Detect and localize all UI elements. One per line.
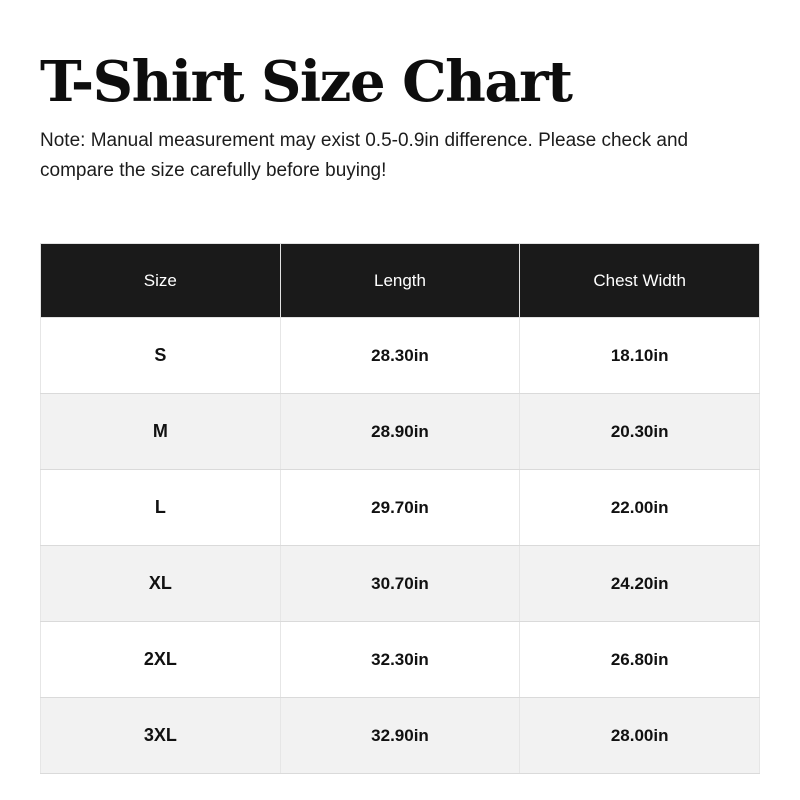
cell-chest-width: 28.00in xyxy=(520,698,760,774)
table-row-3xl xyxy=(41,698,760,774)
table-row-2xl xyxy=(41,622,760,698)
size-table-body xyxy=(41,318,760,774)
note-text: Note: Manual measurement may exist 0.5-0.9in difference. Please check and compare the size carefully before buying! xyxy=(40,130,689,182)
cell-length: 30.70in xyxy=(280,546,520,622)
cell-length: 28.30in xyxy=(280,318,520,394)
cell-size: 3XL xyxy=(41,698,281,774)
table-row-l xyxy=(41,470,760,546)
cell-chest-width: 26.80in xyxy=(520,622,760,698)
cell-length: 29.70in xyxy=(280,470,520,546)
cell-size: M xyxy=(41,394,281,470)
col-header-length: Length xyxy=(280,244,520,318)
table-row-xl xyxy=(41,546,760,622)
table-row-m xyxy=(41,394,760,470)
cell-size: XL xyxy=(41,546,281,622)
cell-length: 32.30in xyxy=(280,622,520,698)
cell-size: L xyxy=(41,470,281,546)
cell-chest-width: 24.20in xyxy=(520,546,760,622)
col-header-size: Size xyxy=(41,244,281,318)
page-title: T-Shirt Size Chart xyxy=(40,49,572,115)
cell-chest-width: 18.10in xyxy=(520,318,760,394)
size-table xyxy=(40,243,760,774)
cell-length: 32.90in xyxy=(280,698,520,774)
cell-size: S xyxy=(41,318,281,394)
table-row-s xyxy=(41,318,760,394)
size-table-head xyxy=(41,244,760,318)
cell-size: 2XL xyxy=(41,622,281,698)
cell-length: 28.90in xyxy=(280,394,520,470)
table-header-row xyxy=(41,244,760,318)
cell-chest-width: 22.00in xyxy=(520,470,760,546)
cell-chest-width: 20.30in xyxy=(520,394,760,470)
col-header-chest-width: Chest Width xyxy=(520,244,760,318)
